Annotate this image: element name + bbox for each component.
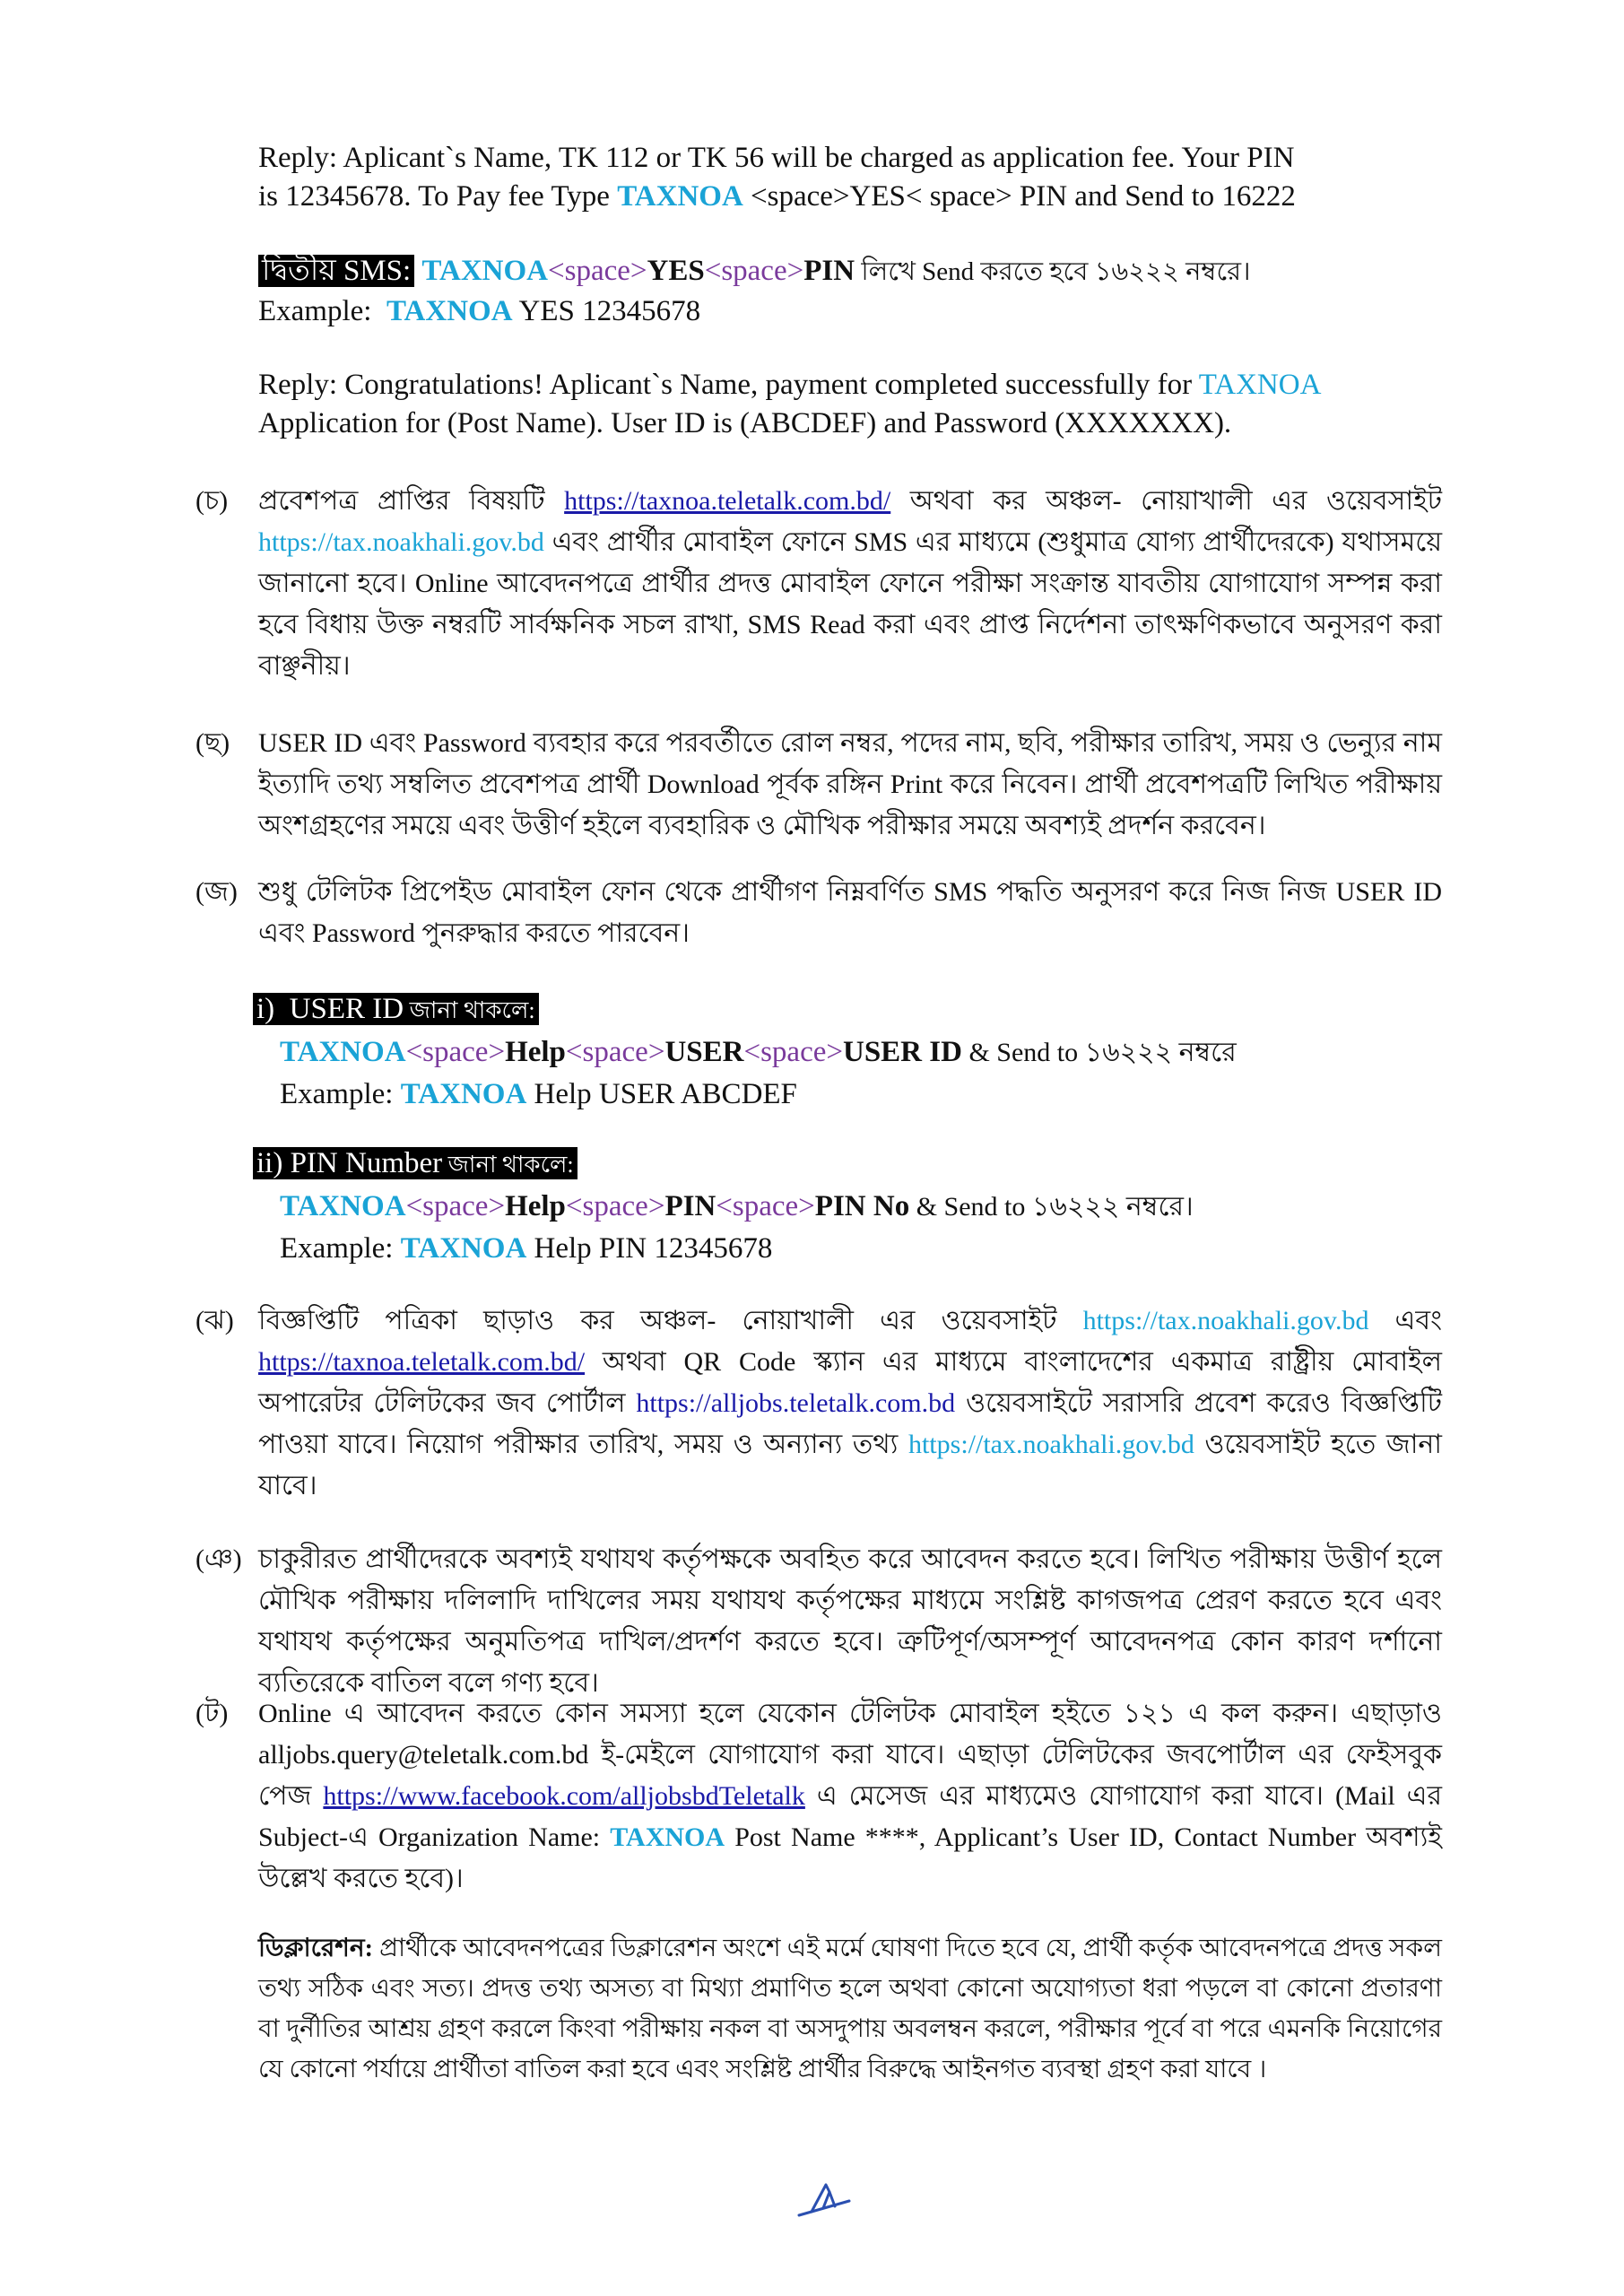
tax-noakhali-link[interactable]: https://tax.noakhali.gov.bd bbox=[1082, 1306, 1369, 1335]
pin-command: TAXNOA<space>Help<space>PIN<space>PIN No & Send to ১৬২২২ নম্বরে। bbox=[280, 1190, 1194, 1222]
taxnoa-teletalk-link[interactable]: https://taxnoa.teletalk.com.bd/ bbox=[564, 486, 891, 516]
pin-example: Example: TAXNOA Help PIN 12345678 bbox=[280, 1232, 773, 1265]
item-ja: (জ) শুধু টেলিটক প্রিপেইড মোবাইল ফোন থেকে প্রার্থীগণ নিম্নবর্ণিত SMS পদ্ধতি অনুসরণ করে নিজ নিজ USER ID এবং Password পুনরুদ্ধার করতে পারবেন। bbox=[195, 872, 1442, 954]
user-id-command: TAXNOA<space>Help<space>USER<space>USER ID & Send to ১৬২২২ নম্বরে bbox=[280, 1036, 1237, 1068]
reply-line-1: Reply: Aplicant`s Name, TK 112 or TK 56 will be charged as application fee. Your PIN bbox=[258, 142, 1295, 174]
item-label: (ঞ) bbox=[195, 1544, 242, 1574]
pin-heading: ii) PIN Number জানা থাকলে: bbox=[253, 1147, 578, 1179]
pin-recovery bbox=[253, 1143, 1194, 1269]
user-id-heading: i) USER ID জানা থাকলে: bbox=[253, 993, 539, 1025]
signature bbox=[794, 2179, 865, 2224]
reply-pay-fee bbox=[258, 139, 1442, 216]
item-label: (চ) bbox=[195, 486, 229, 516]
reply-line-2: is 12345678. To Pay fee Type TAXNOA <space>YES< space> PIN and Send to 16222 bbox=[258, 180, 1296, 213]
brand-taxnoa: TAXNOA bbox=[421, 255, 548, 287]
brand-taxnoa: TAXNOA bbox=[610, 1822, 725, 1852]
facebook-alljobs-link[interactable]: https://www.facebook.com/alljobsbdTeletalk bbox=[323, 1781, 805, 1811]
declaration-label: ডিক্লারেশন: bbox=[258, 1935, 373, 1962]
brand-taxnoa: TAXNOA bbox=[386, 295, 513, 327]
alljobs-teletalk-link[interactable]: https://alljobs.teletalk.com.bd bbox=[636, 1388, 956, 1418]
tax-noakhali-link[interactable]: https://tax.noakhali.gov.bd bbox=[258, 527, 544, 557]
brand-taxnoa: TAXNOA bbox=[1198, 369, 1322, 401]
signature-mark bbox=[794, 2179, 865, 2220]
item-label: (ছ) bbox=[195, 728, 230, 758]
item-jha: (ঝ) বিজ্ঞপ্তিটি পত্রিকা ছাড়াও কর অঞ্চল- নোয়াখালী এর ওয়েবসাইট https://tax.noakhali.gov.bd এবং https://taxnoa.teletalk.com.bd/ অথবা QR Code স্ক্যান এর মাধ্যমে বাংলাদেশের একমাত্র রাষ্ট্রীয় মোবাইল অপারেটর টেলিটকের জব পোর্টাল https://alljobs.teletalk.com.bd ওয়েবসাইটে সরাসরি প্রবেশ করেও বিজ্ঞপ্তিটি পাওয়া যাবে। নিয়োগ পরীক্ষার তারিখ, সময় ও অন্যান্য তথ্য https://tax.noakhali.gov.bd ওয়েবসাইট হতে জানা যাবে। bbox=[195, 1300, 1442, 1507]
item-label: (জ) bbox=[195, 877, 238, 907]
item-label: (ঝ) bbox=[195, 1306, 234, 1335]
brand-taxnoa: TAXNOA bbox=[400, 1232, 527, 1265]
user-id-example: Example: TAXNOA Help USER ABCDEF bbox=[280, 1078, 797, 1110]
reply-congratulations: Reply: Congratulations! Aplicant`s Name, payment completed successfully for TAXNOA Application for (Post Name). User ID is (ABCDEF) and Password (XXXXXXX). bbox=[258, 369, 1322, 439]
brand-taxnoa: TAXNOA bbox=[617, 180, 743, 213]
user-id-recovery bbox=[253, 988, 1237, 1115]
brand-taxnoa: TAXNOA bbox=[400, 1078, 527, 1110]
item-ta: (ট) Online এ আবেদন করতে কোন সমস্যা হলে যেকোন টেলিটক মোবাইল হইতে ১২১ এ কল করুন। এছাড়াও alljobs.query@teletalk.com.bd ই-মেইলে যোগাযোগ করা যাবে। এছাড়া টেলিটকের জবপোর্টাল এর ফেইসবুক পেজ https://www.facebook.com/alljobsbdTeletalk এ মেসেজ এর মাধ্যমেও যোগাযোগ করা যাবে। (Mail এর Subject-এ Organization Name: TAXNOA Post Name ****, Applicant’s User ID, Contact Number অবশ্যই উল্লেখ করতে হবে)। bbox=[195, 1693, 1442, 1900]
tax-noakhali-link[interactable]: https://tax.noakhali.gov.bd bbox=[908, 1430, 1194, 1459]
item-label: (ট) bbox=[195, 1699, 229, 1728]
taxnoa-teletalk-link[interactable]: https://taxnoa.teletalk.com.bd/ bbox=[258, 1347, 586, 1377]
second-sms-label: দ্বিতীয় SMS: bbox=[258, 255, 414, 287]
second-sms-line: দ্বিতীয় SMS: TAXNOA<space>YES<space>PIN লিখে Send করতে হবে ১৬২২২ নম্বরে। bbox=[258, 251, 1442, 291]
item-nya: (ঞ) চাকুরীরত প্রার্থীদেরকে অবশ্যই যথাযথ কর্তৃপক্ষকে অবহিত করে আবেদন করতে হবে। লিখিত পরীক্ষায় উত্তীর্ণ হলে মৌখিক পরীক্ষায় দলিলাদি দাখিলের সময় যথাযথ কর্তৃপক্ষের মাধ্যমে সংশ্লিষ্ট কাগজপত্র প্রেরণ করতে হবে এবং যথাযথ কর্তৃপক্ষের অনুমতিপত্র দাখিল/প্রদর্শণ করতে হবে। ত্রুটিপূর্ণ/অসম্পূর্ণ আবেদনপত্র কোন কারণ দর্শানো ব্যতিরেকে বাতিল বলে গণ্য হবে। bbox=[195, 1539, 1442, 1704]
second-sms-example: Example: TAXNOA YES 12345678 bbox=[258, 295, 701, 327]
item-chha: (ছ) USER ID এবং Password ব্যবহার করে পরবর্তীতে রোল নম্বর, পদের নাম, ছবি, পরীক্ষার তারিখ, সময় ও ভেন্যুর নাম ইত্যাদি তথ্য সম্বলিত প্রবেশপত্র প্রার্থী Download পূর্বক রঙ্গিন Print করে নিবেন। প্রার্থী প্রবেশপত্রটি লিখিত পরীক্ষায় অংশগ্রহণের সময়ে এবং উত্তীর্ণ হইলে ব্যবহারিক ও মৌখিক পরীক্ষার সময়ে অবশ্যই প্রদর্শন করবেন। bbox=[195, 723, 1442, 847]
brand-taxnoa: TAXNOA bbox=[280, 1036, 406, 1068]
brand-taxnoa: TAXNOA bbox=[280, 1190, 406, 1222]
second-sms-block bbox=[258, 251, 1442, 331]
item-cha: (চ) প্রবেশপত্র প্রাপ্তির বিষয়টি https://taxnoa.teletalk.com.bd/ অথবা কর অঞ্চল- নোয়াখালী এর ওয়েবসাইট https://tax.noakhali.gov.bd এবং প্রার্থীর মোবাইল ফোনে SMS এর মাধ্যমে (শুধুমাত্র যোগ্য প্রার্থীদেরকে) যথাসময়ে জানানো হবে। Online আবেদনপত্রে প্রার্থীর প্রদত্ত মোবাইল ফোনে পরীক্ষা সংক্রান্ত যাবতীয় যোগাযোগ সম্পন্ন করা হবে বিধায় উক্ত নম্বরটি সার্বক্ষনিক সচল রাখা, SMS Read করা এবং প্রাপ্ত নির্দেশনা তাৎক্ষণিকভাবে অনুসরণ করা বাঞ্ছনীয়। bbox=[195, 481, 1442, 687]
declaration: ডিক্লারেশন: প্রার্থীকে আবেদনপত্রের ডিক্লারেশন অংশে এই মর্মে ঘোষণা দিতে হবে যে, প্রার্থী কর্তৃক আবেদনপত্রে প্রদত্ত সকল তথ্য সঠিক এবং সত্য। প্রদত্ত তথ্য অসত্য বা মিথ্যা প্রমাণিত হলে অথবা কোনো অযোগ্যতা ধরা পড়লে বা কোনো প্রতারণা বা দুর্নীতির আশ্রয় গ্রহণ করলে কিংবা পরীক্ষায় নকল বা অসদুপায় অবলম্বন করলে, পরীক্ষার পূর্বে বা পরে এমনকি নিয়োগের যে কোনো পর্যায়ে প্রার্থীতা বাতিল করা হবে এবং সংশ্লিষ্ট প্রার্থীর বিরুদ্ধে আইনগত ব্যবস্থা গ্রহণ করা যাবে । bbox=[258, 1935, 1442, 2083]
